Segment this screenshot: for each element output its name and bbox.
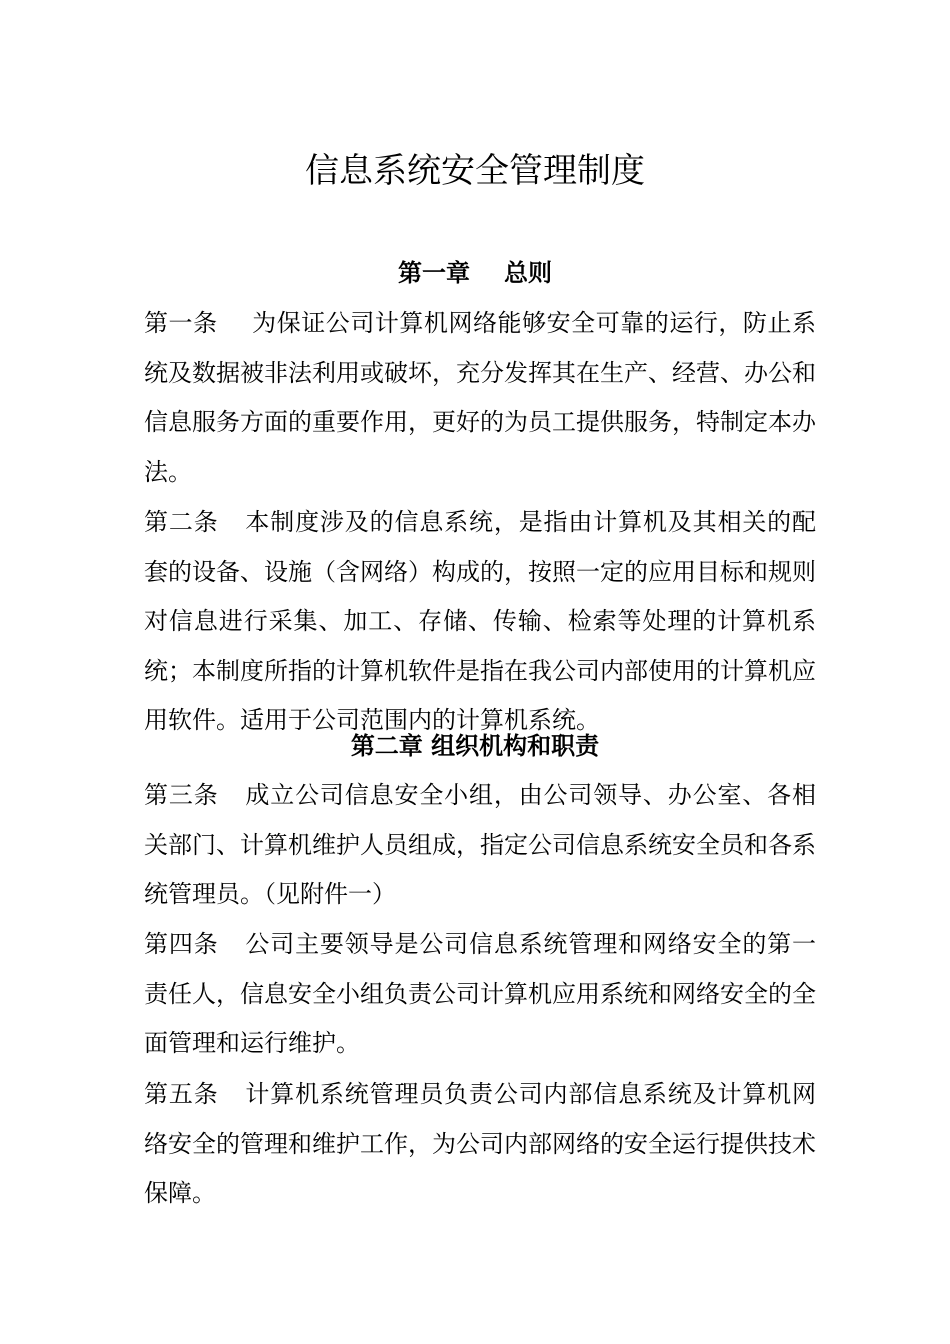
article-1-text: 为保证公司计算机网络能够安全可靠的运行，防止系统及数据被非法利用或破坏，充分发挥其在生产、经营、办公和信息服务方面的重要作用，更好的为员工提供服务，特制定本办法。 <box>144 309 817 486</box>
article-4-text: 公司主要领导是公司信息系统管理和网络安全的第一责任人，信息安全小组负责公司计算机应用系统和网络安全的全面管理和运行维护。 <box>144 930 817 1057</box>
article-2 <box>144 498 816 746</box>
article-2-text: 本制度涉及的信息系统，是指由计算机及其相关的配套的设备、设施（含网络）构成的，按照一定的应用目标和规则对信息进行采集、加工、存储、传输、检索等处理的计算机系统；本制度所指的计算机软件是指在我公司内部使用的计算机应用软件。适用于公司范围内的计算机系统。 <box>144 508 817 734</box>
article-3-label: 第三条 <box>144 781 219 809</box>
chapter-1-label: 第一章 <box>398 259 470 287</box>
article-3 <box>144 771 816 920</box>
article-2-label: 第二条 <box>144 508 219 536</box>
article-1 <box>144 299 816 497</box>
article-5-label: 第五条 <box>144 1080 219 1108</box>
article-3-text: 成立公司信息安全小组，由公司领导、办公室、各相关部门、计算机维护人员组成，指定公司信息系统安全员和各系统管理员。（见附件一） <box>144 781 817 908</box>
article-4-label: 第四条 <box>144 930 219 958</box>
article-4 <box>144 920 816 1069</box>
article-5 <box>144 1070 816 1219</box>
chapter-2-heading: 第二章 组织机构和职责 <box>350 732 600 760</box>
article-5-text: 计算机系统管理员负责公司内部信息系统及计算机网络安全的管理和维护工作，为公司内部网络的安全运行提供技术保障。 <box>144 1080 817 1207</box>
chapter-1-title: 总则 <box>504 259 552 287</box>
chapter-1-heading <box>0 256 950 290</box>
document-title: 信息系统安全管理制度 <box>305 151 645 191</box>
article-1-label: 第一条 <box>144 309 218 337</box>
